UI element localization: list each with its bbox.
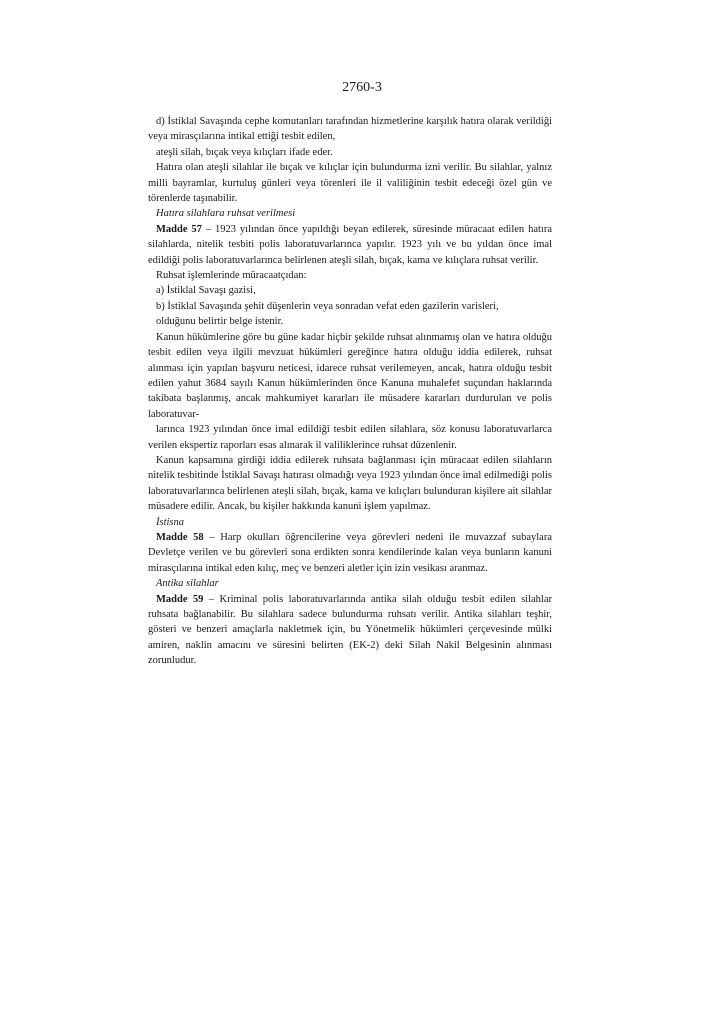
paragraph-item-d-continued: ateşli silah, bıçak veya kılıçları ifade eder.: [156, 146, 333, 158]
paragraph-item-d: d) İstiklal Savaşında cephe komutanları tarafından hizmetlerine karşılık hatıra olarak verildiği veya mirasçılarına intikal ettiği tesbit edilen,: [148, 116, 552, 143]
section-heading-memorial-weapons: Hatıra silahlara ruhsat verilmesi: [156, 208, 296, 220]
article-59-label: Madde 59: [156, 593, 204, 605]
article-57-text: – 1923 yılından önce yapıldığı beyan edilerek, süresinde müracaat edilen hatıra silahlarda, nitelik tesbiti polis laboratuvarlarınca yapılır. 1923 yılı ve bu yıldan önce imal edildiği polis laboratuvarlarınca belirlenen ateşli silah, bıçak, kama ve kılıçlara ruhsat verilir.: [148, 223, 552, 266]
article-57: [148, 222, 552, 268]
list-item-a: a) İstiklal Savaşı gazisi,: [156, 285, 256, 297]
paragraph-license-requirements: Ruhsat işlemlerinde müracaatçıdan:: [156, 270, 307, 282]
article-58-text: – Harp okulları öğrencilerine veya görevleri nedeni ile muvazzaf subaylara Devletçe verilen ve bu görevleri sona erdikten sonra kendilerinde kalan veya bunların kanuni mirasçılarına intikal eden kılıç, meç ve benzeri aletler için izin vesikası aranmaz.: [148, 531, 553, 574]
document-body: [148, 114, 552, 669]
article-59: [148, 592, 552, 669]
paragraph-unlicensed-weapons: Kanun hükümlerine göre bu güne kadar hiçbir şekilde ruhsat alınmamış olan ve hatıra olduğu tesbit edilen veya ilgili mevzuat hükümleri gereğince hatıra olduğu iddia edilerek, ruhsat alınması için yapılan başvuru neticesi, idarece ruhsat verilemeyen, ancak, hatıra olduğu tesbit edilen yahut 3684 sayılı Kanun hükümlerinden önce Kanuna muhalefet suçundan haklarında takibata başlanmış, ancak mahkumiyet kararları ile müsadere kararları durdurulan ve polis laboratuvar-: [148, 331, 552, 420]
paragraph-confiscation: Kanun kapsamına girdiği iddia edilerek ruhsata bağlanması için müracaat edilen silahların nitelik tesbitinde İstiklal Savaşı hatırası olmadığı veya 1923 yılından önce imal edilmediği polis laboratuvarlarınca belirlenen ateşli silah, bıçak, kama ve kılıçları bulunduran kişilere ait silahlar müsadere edilir. Ancak, bu kişiler hakkında kanuni işlem yapılmaz.: [148, 454, 552, 513]
article-58-label: Madde 58: [156, 531, 204, 543]
paragraph-carry-permit: Hatıra olan ateşli silahlar ile bıçak ve kılıçlar için bulundurma izni verilir. Bu silahlar, yalnız milli bayramlar, kurtuluş günleri veya törenleri ile il valiliğinin tesbit edeceği özel gün ve törenlerde taşınabilir.: [148, 162, 552, 205]
list-item-b: b) İstiklal Savaşında şehit düşenlerin veya sonradan vefat eden gazilerin varisleri,: [156, 300, 499, 312]
article-57-label: Madde 57: [156, 223, 202, 235]
article-58: [148, 530, 552, 576]
paragraph-expert-reports: larınca 1923 yılından önce imal edildiği tesbit edilen silahlara, söz konusu laboratuvarlarca verilen ekspertiz raporları esas alınarak il valiliklerince ruhsat düzenlenir.: [148, 424, 552, 451]
section-heading-antique-weapons: Antika silahlar: [156, 578, 219, 590]
section-heading-exception: İstisna: [156, 516, 185, 528]
paragraph-document-requested: olduğunu belirtir belge istenir.: [156, 316, 284, 328]
article-59-text: – Kriminal polis laboratuvarlarında antika silah olduğu tesbit edilen silahlar ruhsata bağlanabilir. Bu silahlara sadece bulundurma ruhsatı verilir. Antika silahları teşhir, gösteri ve benzeri amaçlarla nakletmek için, bu Yönetmelik hükümleri çerçevesinde mülki amiren, naklin amacını ve süresini belirten (EK-2) deki Silah Nakil Belgesinin alınması zorunludur.: [148, 593, 553, 667]
page-number: 2760-3: [342, 80, 382, 95]
